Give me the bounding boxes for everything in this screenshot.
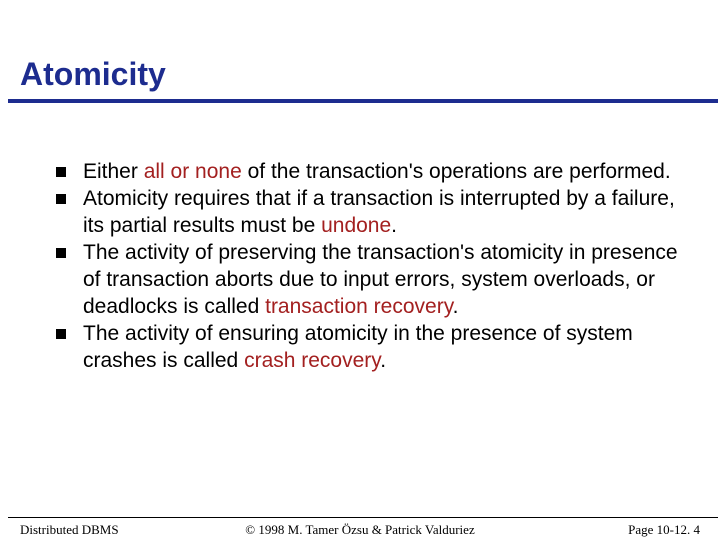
square-bullet-icon [56,167,66,177]
bullet-text-part: of the transaction's operations are performed. [241,160,671,183]
footer-divider [8,517,718,518]
bullet-list [56,158,696,374]
square-bullet-icon [56,329,66,339]
bullet-item [56,320,696,374]
highlighted-term: transaction recovery [265,295,453,318]
bullet-text-part: Atomicity requires that if a transaction is interrupted by a failure, its partial results must be [83,187,675,237]
footer-course-name: Distributed DBMS [20,522,119,537]
highlighted-term: crash recovery [244,349,381,372]
bullet-text-part: The activity of preserving the transaction's atomicity in presence of transaction aborts due to input errors, system overloads, or deadlocks is called [83,241,678,318]
highlighted-term: undone [321,214,392,237]
bullet-item [56,239,696,320]
footer-copyright: © 1998 M. Tamer Özsu & Patrick Valduriez [245,522,475,537]
title-underline [8,99,718,103]
bullet-text-part: . [391,214,398,237]
bullet-text-part: Either [83,160,144,183]
footer-page-number: Page 10-12. 4 [628,522,700,537]
bullet-item [56,158,696,185]
slide-title: Atomicity [20,56,166,92]
bullet-text-part: . [380,349,387,372]
square-bullet-icon [56,248,66,258]
highlighted-term: all or none [143,160,242,183]
square-bullet-icon [56,194,66,204]
bullet-item [56,185,696,239]
bullet-text-part: The activity of ensuring atomicity in the presence of system crashes is called [83,322,633,372]
bullet-text-part: . [452,295,459,318]
